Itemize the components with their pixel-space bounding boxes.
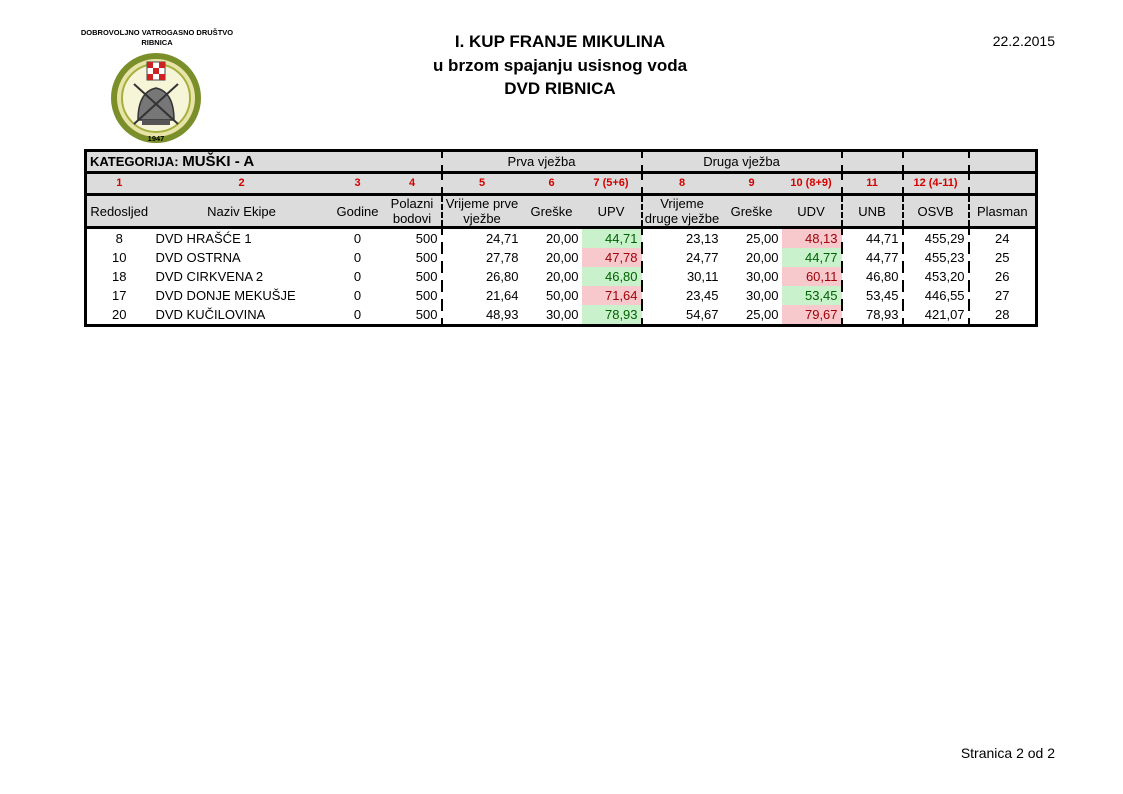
category-label: KATEGORIJA: xyxy=(90,154,179,169)
org-name-line2: RIBNICA xyxy=(141,38,173,47)
col-number: 2 xyxy=(152,173,332,195)
cell-order: 10 xyxy=(112,250,127,265)
col-header-start-points: Polazni bodovi xyxy=(384,195,442,228)
cell-years: 0 xyxy=(353,231,362,246)
cell-t2: 23,13 xyxy=(685,231,719,246)
cell-place: 25 xyxy=(995,250,1010,265)
cell-udv: 60,11 xyxy=(782,267,842,286)
col-number: 1 xyxy=(86,173,152,195)
cell-start: 500 xyxy=(384,286,442,305)
cell-osvb: 421,07 xyxy=(903,305,969,326)
cell-e2: 25,00 xyxy=(745,231,779,246)
col-number: 9 xyxy=(722,173,782,195)
col-number: 12 (4-11) xyxy=(903,173,969,195)
cell-team: DVD HRAŠĆE 1 xyxy=(155,231,252,246)
page-number: Stranica 2 od 2 xyxy=(960,745,1055,761)
col-header-upv: UPV xyxy=(582,195,642,228)
cell-udv: 48,13 xyxy=(782,228,842,249)
cell-t1: 27,78 xyxy=(485,250,519,265)
cell-team: DVD OSTRNA xyxy=(155,250,241,265)
cell-osvb: 455,23 xyxy=(903,248,969,267)
cell-osvb: 453,20 xyxy=(903,267,969,286)
cell-t1: 26,80 xyxy=(485,269,519,284)
group-second-exercise: Druga vježba xyxy=(642,151,842,173)
cell-t1: 21,64 xyxy=(485,288,519,303)
cell-t2: 23,45 xyxy=(685,288,719,303)
cell-e1: 20,00 xyxy=(545,269,579,284)
col-header-errors-second: Greške xyxy=(722,195,782,228)
cell-unb: 46,80 xyxy=(842,267,903,286)
cell-years: 0 xyxy=(353,288,362,303)
col-number xyxy=(969,173,1037,195)
cell-udv: 44,77 xyxy=(782,248,842,267)
fire-brigade-emblem-icon xyxy=(108,50,204,146)
cell-e2: 25,00 xyxy=(745,307,779,322)
table-row xyxy=(86,267,1037,286)
cell-upv: 71,64 xyxy=(582,286,642,305)
page-title: I. KUP FRANJE MIKULINA xyxy=(454,32,666,51)
cell-place: 26 xyxy=(995,269,1010,284)
cell-unb: 78,93 xyxy=(842,305,903,326)
cell-e1: 20,00 xyxy=(545,250,579,265)
cell-team: DVD CIRKVENA 2 xyxy=(155,269,264,284)
group-first-exercise: Prva vježba xyxy=(442,151,642,173)
cell-upv: 78,93 xyxy=(582,305,642,326)
org-name-line1: DOBROVOLJNO VATROGASNO DRUŠTVO xyxy=(80,28,234,37)
cell-years: 0 xyxy=(353,250,362,265)
col-header-team: Naziv Ekipe xyxy=(152,195,332,228)
cell-years: 0 xyxy=(353,269,362,284)
cell-osvb: 455,29 xyxy=(903,228,969,249)
col-number: 10 (8+9) xyxy=(782,173,842,195)
cell-t1: 24,71 xyxy=(485,231,519,246)
cell-e1: 50,00 xyxy=(545,288,579,303)
cell-unb: 53,45 xyxy=(842,286,903,305)
col-number: 5 xyxy=(442,173,522,195)
cell-unb: 44,71 xyxy=(842,228,903,249)
col-header-udv: UDV xyxy=(782,195,842,228)
cell-unb: 44,77 xyxy=(842,248,903,267)
cell-e2: 30,00 xyxy=(745,288,779,303)
col-number: 7 (5+6) xyxy=(582,173,642,195)
cell-start: 500 xyxy=(384,228,442,249)
cell-udv: 53,45 xyxy=(782,286,842,305)
cell-order: 20 xyxy=(112,307,127,322)
col-header-place: Plasman xyxy=(969,195,1037,228)
cell-start: 500 xyxy=(384,267,442,286)
cell-e2: 30,00 xyxy=(745,269,779,284)
cell-start: 500 xyxy=(384,305,442,326)
category-value: MUŠKI - A xyxy=(182,153,255,170)
table-row xyxy=(86,248,1037,267)
cell-order: 18 xyxy=(112,269,127,284)
cell-team: DVD KUČILOVINA xyxy=(155,307,266,322)
cell-place: 24 xyxy=(995,231,1010,246)
table-row xyxy=(86,286,1037,305)
cell-e2: 20,00 xyxy=(745,250,779,265)
column-header-row xyxy=(86,195,1037,228)
col-header-years: Godine xyxy=(332,195,384,228)
emblem-year: 1947 xyxy=(147,134,165,143)
col-header-osvb: OSVB xyxy=(903,195,969,228)
cell-t1: 48,93 xyxy=(485,307,519,322)
cell-team: DVD DONJE MEKUŠJE xyxy=(155,288,296,303)
results-table xyxy=(84,149,1038,327)
table-row xyxy=(86,305,1037,326)
cell-e1: 30,00 xyxy=(545,307,579,322)
cell-place: 28 xyxy=(995,307,1010,322)
column-number-row xyxy=(86,173,1037,195)
cell-order: 17 xyxy=(112,288,127,303)
col-number: 8 xyxy=(642,173,722,195)
category-header-row xyxy=(86,151,1037,173)
col-header-order: Redosljed xyxy=(86,195,152,228)
cell-upv: 44,71 xyxy=(582,228,642,249)
col-header-unb: UNB xyxy=(842,195,903,228)
cell-years: 0 xyxy=(353,307,362,322)
col-header-errors-first: Greške xyxy=(522,195,582,228)
cell-place: 27 xyxy=(995,288,1010,303)
col-number: 4 xyxy=(384,173,442,195)
col-number: 6 xyxy=(522,173,582,195)
col-number: 11 xyxy=(842,173,903,195)
col-header-time-first: Vrijeme prve vježbe xyxy=(442,195,522,228)
col-header-time-second: Vrijeme druge vježbe xyxy=(642,195,722,228)
page-organizer: DVD RIBNICA xyxy=(504,79,616,98)
table-row xyxy=(86,228,1037,249)
event-date: 22.2.2015 xyxy=(992,33,1055,49)
cell-t2: 24,77 xyxy=(685,250,719,265)
cell-t2: 54,67 xyxy=(685,307,719,322)
cell-t2: 30,11 xyxy=(686,269,719,284)
cell-order: 8 xyxy=(115,231,123,246)
cell-udv: 79,67 xyxy=(782,305,842,326)
cell-upv: 47,78 xyxy=(582,248,642,267)
cell-start: 500 xyxy=(384,248,442,267)
col-number: 3 xyxy=(332,173,384,195)
page-subtitle: u brzom spajanju usisnog voda xyxy=(432,56,688,75)
org-name xyxy=(62,28,252,48)
cell-osvb: 446,55 xyxy=(903,286,969,305)
cell-e1: 20,00 xyxy=(545,231,579,246)
cell-upv: 46,80 xyxy=(582,267,642,286)
